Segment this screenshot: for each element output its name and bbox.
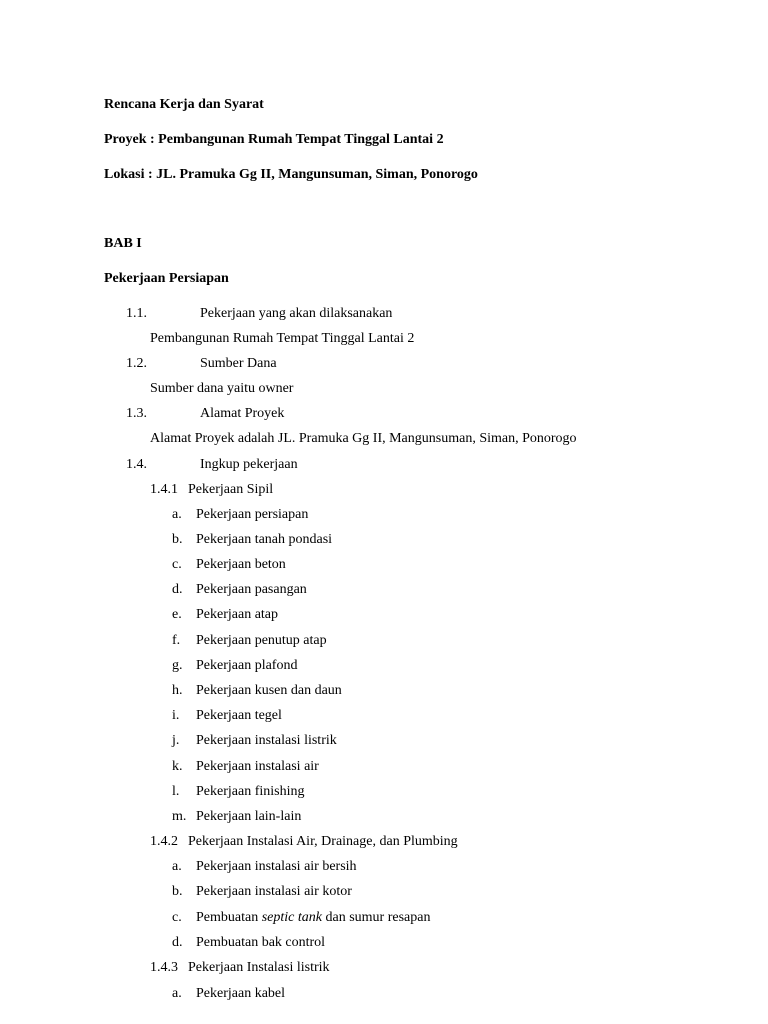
- section-title: Sumber Dana: [200, 356, 277, 371]
- list-item: [172, 934, 325, 952]
- document-title: Rencana Kerja dan Syarat: [104, 97, 264, 112]
- list-item-text: Pekerjaan instalasi listrik: [196, 733, 337, 748]
- section-number: 1.3.: [126, 406, 147, 421]
- list-item-text: Pekerjaan instalasi air bersih: [196, 859, 357, 874]
- list-item: [172, 758, 319, 776]
- list-item: [172, 606, 278, 624]
- list-item: [172, 732, 337, 750]
- list-item: [172, 657, 297, 675]
- list-marker: j.: [172, 733, 180, 748]
- subsection-heading: [150, 833, 458, 851]
- list-item: [172, 883, 352, 901]
- list-item-text: Pekerjaan penutup atap: [196, 633, 327, 648]
- list-item: [172, 556, 286, 574]
- list-marker: l.: [172, 784, 180, 799]
- section-body: Alamat Proyek adalah JL. Pramuka Gg II, Mangunsuman, Siman, Ponorogo: [150, 431, 577, 446]
- subsection-number: 1.4.2: [150, 834, 178, 849]
- list-item-text: Pekerjaan tanah pondasi: [196, 532, 333, 547]
- list-marker: f.: [172, 633, 181, 648]
- subsection-heading: [150, 959, 330, 977]
- list-marker: m.: [172, 809, 187, 824]
- list-marker: c.: [172, 910, 182, 925]
- list-item-text-after: dan sumur resapan: [321, 910, 431, 925]
- list-marker: g.: [172, 658, 183, 673]
- list-marker: a.: [172, 507, 182, 522]
- list-item-text: Pekerjaan tegel: [196, 708, 282, 723]
- list-item-text: Pekerjaan persiapan: [196, 507, 309, 522]
- project-line: Proyek : Pembangunan Rumah Tempat Tinggal Lantai 2: [104, 132, 444, 147]
- section-title: Alamat Proyek: [200, 406, 285, 421]
- subsection-title: Pekerjaan Sipil: [188, 482, 274, 497]
- list-item: [172, 985, 285, 1003]
- list-item-text: Pekerjaan kusen dan daun: [196, 683, 342, 698]
- section-number: 1.4.: [126, 457, 147, 472]
- list-item-text: Pekerjaan instalasi air: [196, 759, 319, 774]
- list-item-text: [196, 910, 430, 925]
- list-item-text: Pekerjaan finishing: [196, 784, 305, 799]
- list-marker: d.: [172, 582, 183, 597]
- list-marker: d.: [172, 935, 183, 950]
- chapter-label: BAB I: [104, 236, 142, 251]
- subsection-number: 1.4.1: [150, 482, 178, 497]
- list-item-text-italic: septic tank: [261, 910, 322, 925]
- list-item: [172, 783, 304, 801]
- subsection-heading: [150, 481, 273, 499]
- list-item-text: Pekerjaan pasangan: [196, 582, 307, 597]
- list-item-text: Pembuatan bak control: [196, 935, 326, 950]
- list-item: [172, 531, 332, 549]
- list-item: [172, 808, 301, 826]
- list-marker: b.: [172, 532, 183, 547]
- list-marker: i.: [172, 708, 180, 723]
- list-item-text: Pekerjaan beton: [196, 557, 286, 572]
- list-item: [172, 682, 342, 700]
- section-title: Ingkup pekerjaan: [200, 457, 298, 472]
- section-number: 1.2.: [126, 356, 147, 371]
- list-item-text: Pekerjaan kabel: [196, 986, 286, 1001]
- list-item: [172, 506, 308, 524]
- section-title: Pekerjaan yang akan dilaksanakan: [200, 306, 393, 321]
- list-marker: e.: [172, 607, 182, 622]
- list-item-text: Pekerjaan plafond: [196, 658, 298, 673]
- list-item-text: Pekerjaan lain-lain: [196, 809, 302, 824]
- chapter-title: Pekerjaan Persiapan: [104, 271, 229, 286]
- list-item: [172, 581, 307, 599]
- list-item-text: Pekerjaan instalasi air kotor: [196, 884, 352, 899]
- subsection-title: Pekerjaan Instalasi Air, Drainage, dan Plumbing: [188, 834, 458, 849]
- section-body: Sumber dana yaitu owner: [150, 381, 294, 396]
- list-item: [172, 909, 430, 927]
- section-body: Pembangunan Rumah Tempat Tinggal Lantai 2: [150, 331, 415, 346]
- list-item-text-before: Pembuatan: [196, 910, 262, 925]
- list-marker: a.: [172, 986, 182, 1001]
- subsection-title: Pekerjaan Instalasi listrik: [188, 960, 330, 975]
- list-marker: a.: [172, 859, 182, 874]
- list-marker: h.: [172, 683, 183, 698]
- section-number: 1.1.: [126, 306, 147, 321]
- list-marker: c.: [172, 557, 182, 572]
- list-marker: k.: [172, 759, 183, 774]
- list-item-text: Pekerjaan atap: [196, 607, 279, 622]
- location-line: Lokasi : JL. Pramuka Gg II, Mangunsuman, Siman, Ponorogo: [104, 167, 478, 182]
- subsection-number: 1.4.3: [150, 960, 178, 975]
- list-item: [172, 707, 282, 725]
- list-marker: b.: [172, 884, 183, 899]
- list-item: [172, 858, 357, 876]
- list-item: [172, 632, 327, 650]
